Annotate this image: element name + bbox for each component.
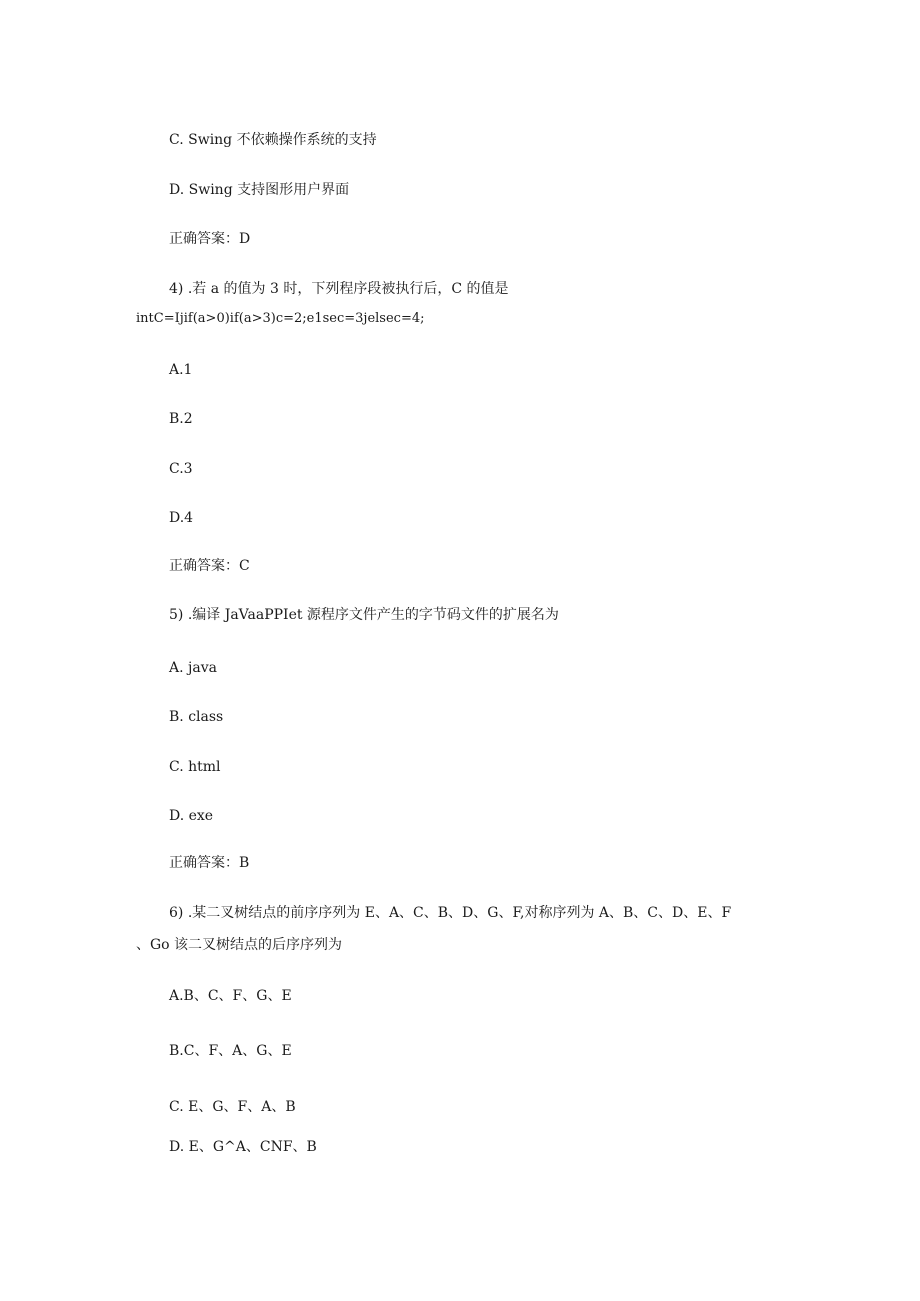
q5-option-b: B. class (169, 709, 224, 725)
q6-question-line1: 6) .某二叉树结点的前序序列为 E、A、C、B、D、G、F,对称序列为 A、B、C、D、E、F (169, 905, 732, 921)
q4-option-a: A.1 (169, 362, 193, 378)
q5-option-d: D. exe (169, 808, 214, 824)
q5-option-a: A. java (169, 660, 217, 676)
q5-question: 5) .编译 JaVaaPPIet 源程序文件产生的字节码文件的扩展名为 (169, 607, 559, 623)
q4-question: 4) .若 a 的值为 3 时，下列程序段被执行后，C 的值是 (169, 281, 509, 297)
q4-option-b: B.2 (169, 411, 193, 427)
q6-option-c: C. E、G、F、A、B (169, 1099, 296, 1115)
q5-answer: 正确答案：B (169, 855, 250, 871)
q6-option-b: B.C、F、A、G、E (169, 1043, 292, 1059)
q4-code: intC=Ijif(a>0)if(a>3)c=2;e1sec=3jelsec=4; (136, 311, 425, 326)
q3-answer: 正确答案：D (169, 231, 251, 247)
q6-question-line2: 、Go 该二叉树结点的后序序列为 (136, 937, 343, 953)
q4-option-c: C.3 (169, 461, 193, 477)
q3-option-d: D. Swing 支持图形用户界面 (169, 182, 350, 198)
q6-option-d: D. E、G^A、CNF、B (169, 1139, 317, 1155)
q4-option-d: D.4 (169, 510, 194, 526)
q4-answer: 正确答案：C (169, 558, 250, 574)
q3-option-c: C. Swing 不依赖操作系统的支持 (169, 132, 377, 148)
q5-option-c: C. html (169, 759, 221, 775)
q6-option-a: A.B、C、F、G、E (169, 988, 292, 1004)
